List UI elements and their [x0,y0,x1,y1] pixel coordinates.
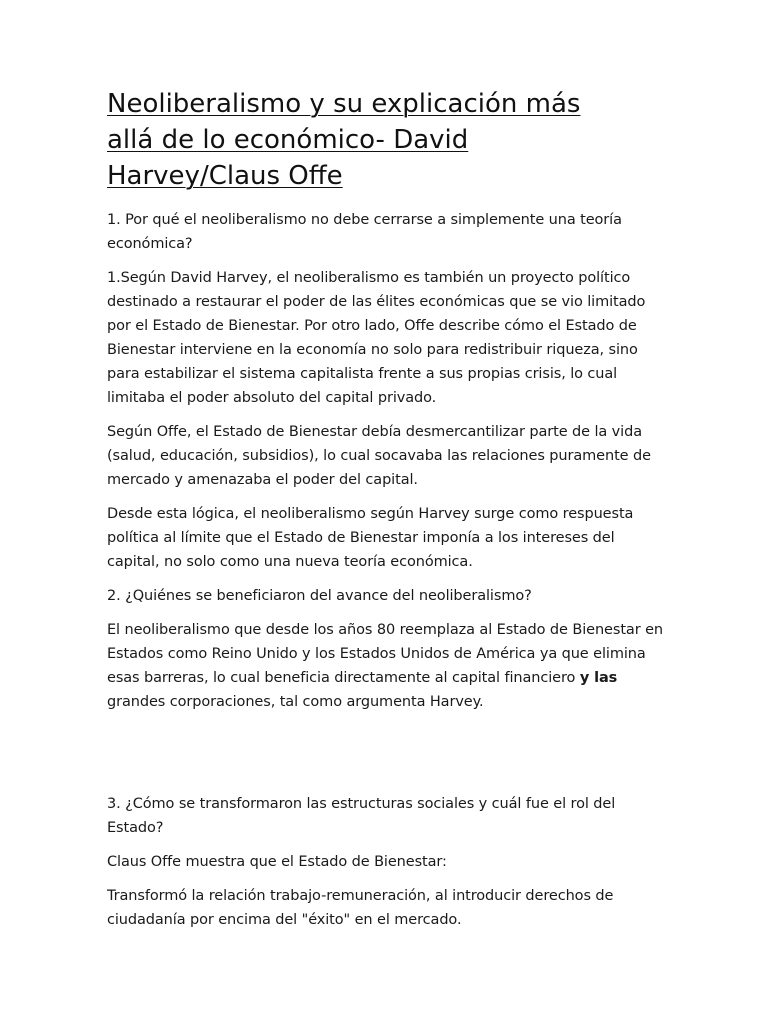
blank-space [107,724,667,792]
question-2: 2. ¿Quiénes se beneficiaron del avance del neoliberalismo? [107,588,532,604]
answer-2-bold-text: y las [579,670,618,686]
answer-3-paragraph: Transformó la relación trabajo-remuneración, al introducir derechos de ciudadanía por encima del "éxito" en el mercado. [107,888,614,928]
answer-1-paragraph-1: 1.Según David Harvey, el neoliberalismo es también un proyecto político destinado a restaurar el poder de las élites económicas que se vio limitado por el Estado de Bienestar. Por otro lado, Offe describe cómo el Estado de Bienestar interviene en la economía no solo para redistribuir riqueza, sino para estabilizar el sistema capitalista frente a sus propias crisis, lo cual limitaba el poder absoluto del capital privado. [107,270,646,406]
answer-2-text-end: grandes corporaciones, tal como argumenta Harvey. [107,694,484,710]
question-1: 1. Por qué el neoliberalismo no debe cerrarse a simplemente una teoría económica? [107,212,622,252]
document-title: Neoliberalismo y su explicación más allá de lo económico- David Harvey/Claus Offe [107,89,581,191]
question-3: 3. ¿Cómo se transformaron las estructuras sociales y cuál fue el rol del Estado? [107,796,616,836]
document-page [107,86,667,942]
answer-2-paragraph [107,618,667,714]
answer-1-paragraph-3: Desde esta lógica, el neoliberalismo según Harvey surge como respuesta política al límite que el Estado de Bienestar imponía a los intereses del capital, no solo como una nueva teoría económica. [107,506,634,570]
answer-3-intro: Claus Offe muestra que el Estado de Bienestar: [107,854,447,870]
answer-2-text-start: El neoliberalismo que desde los años 80 reemplaza al Estado de Bienestar en Estados como Reino Unido y los Estados Unidos de América ya que elimina esas barreras, lo cual beneficia directamente al capital financiero [107,622,663,686]
answer-1-paragraph-2: Según Offe, el Estado de Bienestar debía desmercantilizar parte de la vida (salud, educación, subsidios), lo cual socavaba las relaciones puramente de mercado y amenazaba el poder del capital. [107,424,651,488]
